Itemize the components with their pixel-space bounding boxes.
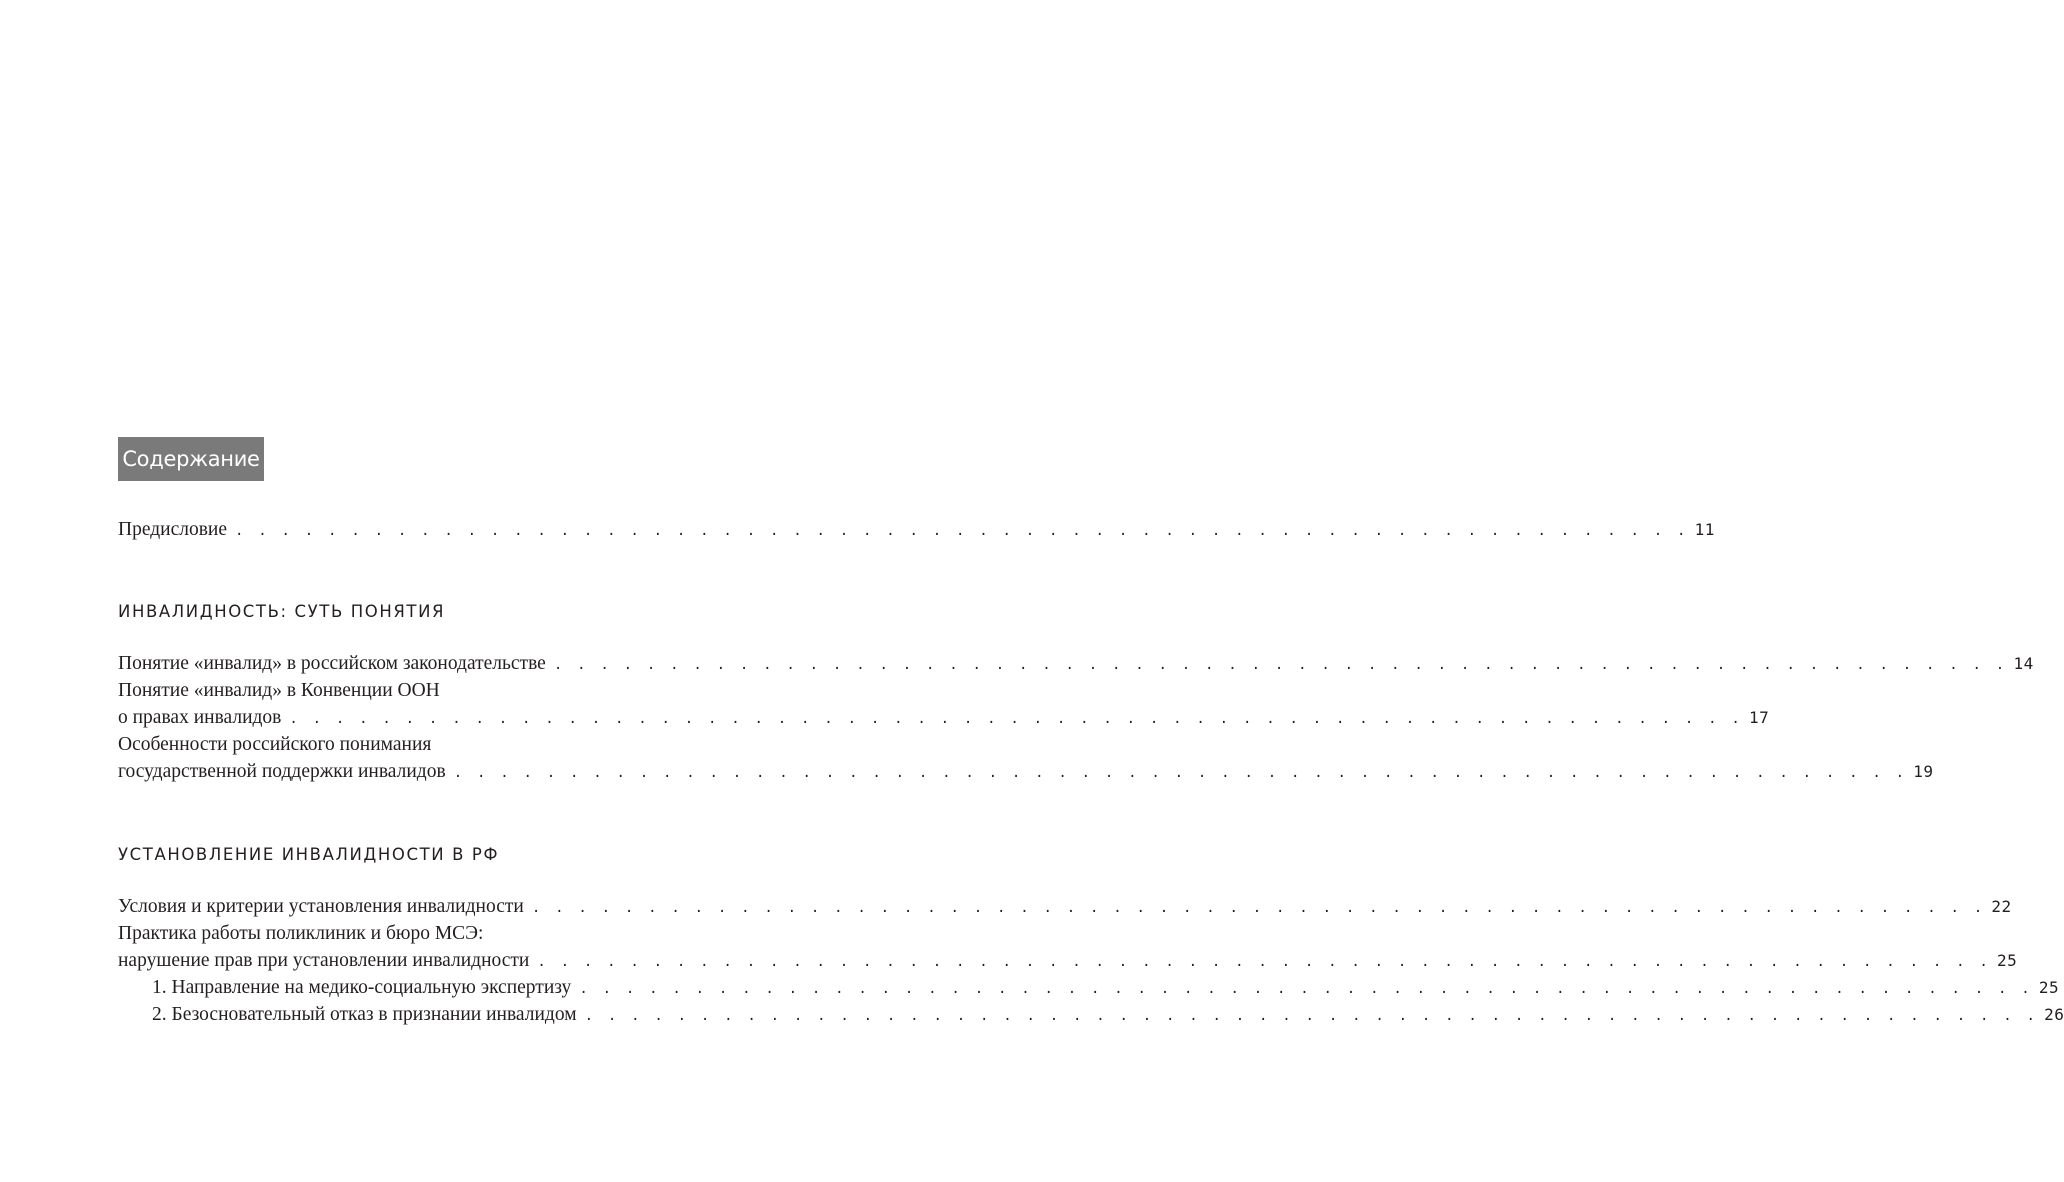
toc-page-number: 22 [1991, 897, 2012, 916]
toc-title-badge: Содержание [118, 437, 264, 481]
toc-entry-title: Условия и критерии установления инвалидности [118, 896, 524, 917]
toc-entry[interactable] [118, 653, 2034, 680]
toc-subentry[interactable] [152, 1004, 2064, 1031]
toc-entry-title: Понятие «инвалид» в российском законодательстве [118, 653, 546, 674]
toc-page-number: 25 [2038, 978, 2060, 997]
toc-entry-preface[interactable] [118, 519, 1715, 546]
toc-entry-title: Предисловие [118, 519, 228, 540]
toc-subentry[interactable] [152, 977, 2060, 1004]
toc-page-number: 19 [1913, 762, 1934, 781]
toc-entry[interactable] [118, 680, 710, 707]
toc-entry-title: нарушение прав при установлении инвалидности [118, 950, 530, 971]
dot-leader: . . . . . . . . . . . . . . . . . . . . . . . . . . . . . . . . . . . . . . . . . . . . . . . . . . . . . . . . . . . . . . . [531, 900, 1986, 916]
toc-entry-continuation[interactable] [118, 950, 2018, 977]
toc-entry-title: 2. Безосновательный отказ в признании инвалидом [152, 1004, 577, 1025]
toc-page-number: 11 [1694, 520, 1715, 539]
toc-entry-title: Понятие «инвалид» в Конвенции ООН [118, 680, 440, 701]
toc-page-number: 14 [2013, 654, 2034, 673]
toc-entry[interactable] [118, 734, 710, 761]
dot-leader: . . . . . . . . . . . . . . . . . . . . . . . . . . . . . . . . . . . . . . . . . . . . . . . . . . . . . . . . . . . . . . . [584, 1008, 2039, 1024]
toc-entry-title: о правах инвалидов [118, 707, 282, 728]
dot-leader: . . . . . . . . . . . . . . . . . . . . . . . . . . . . . . . . . . . . . . . . . . . . . . . . . . . . . . . . . . . . . . . [537, 954, 1991, 970]
dot-leader: . . . . . . . . . . . . . . . . . . . . . . . . . . . . . . . . . . . . . . . . . . . . . . . . . . . . . . . . . . . . . . . [579, 981, 2033, 997]
dot-leader: . . . . . . . . . . . . . . . . . . . . . . . . . . . . . . . . . . . . . . . . . . . . . . . . . . . . . . . . . . . . . . . [553, 657, 2008, 673]
toc-entry-title: 1. Направление на медико-социальную экспертизу [152, 977, 572, 998]
section-heading: УСТАНОВЛЕНИЕ ИНВАЛИДНОСТИ В РФ [118, 845, 500, 864]
toc-entry[interactable] [118, 923, 710, 950]
dot-leader: . . . . . . . . . . . . . . . . . . . . . . . . . . . . . . . . . . . . . . . . . . . . . . . . . . . . . . . . . . . . . . . [235, 523, 1689, 539]
toc-page-number: 17 [1748, 708, 1770, 727]
dot-leader: . . . . . . . . . . . . . . . . . . . . . . . . . . . . . . . . . . . . . . . . . . . . . . . . . . . . . . . . . . . . . . . [453, 765, 1908, 781]
toc-page-number: 26 [2044, 1005, 2064, 1024]
toc-entry-title: Практика работы поликлиник и бюро МСЭ: [118, 923, 484, 944]
toc-entry-title: Особенности российского понимания [118, 734, 432, 755]
section-heading: ИНВАЛИДНОСТЬ: СУТЬ ПОНЯТИЯ [118, 602, 446, 621]
dot-leader: . . . . . . . . . . . . . . . . . . . . . . . . . . . . . . . . . . . . . . . . . . . . . . . . . . . . . . . . . . . . . . . [289, 711, 1743, 727]
toc-entry-continuation[interactable] [118, 761, 1934, 788]
toc-entry-continuation[interactable] [118, 707, 1770, 734]
toc-entry[interactable] [118, 896, 2012, 923]
toc-entry-title: государственной поддержки инвалидов [118, 761, 446, 782]
toc-page-number: 25 [1996, 951, 2018, 970]
